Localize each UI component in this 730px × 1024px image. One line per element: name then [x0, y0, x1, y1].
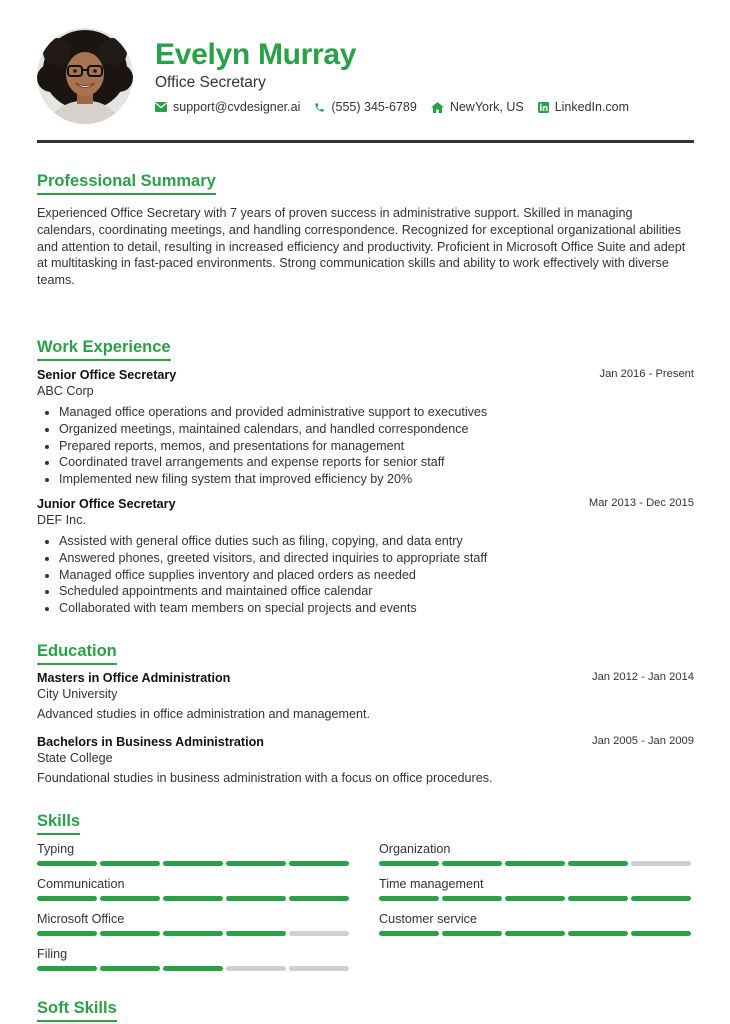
skill-level-segment [442, 861, 502, 866]
skill-level-segment [442, 896, 502, 901]
contact-email-text: support@cvdesigner.ai [173, 100, 301, 114]
contact-linkedin-text: LinkedIn.com [554, 100, 630, 114]
contact-email[interactable] [155, 100, 300, 114]
skill-level-segment [289, 861, 349, 866]
job-bullets [37, 404, 694, 488]
job-role: Junior Office Secretary [37, 497, 176, 511]
skill-level-segment [163, 861, 223, 866]
skill-level-segment [163, 896, 223, 901]
skills-heading: Skills [37, 812, 80, 835]
skill-level-segment [379, 896, 439, 901]
skill-item [379, 912, 693, 936]
job-bullets [37, 533, 694, 617]
skill-level-segment [631, 931, 691, 936]
skill-name: Organization [379, 842, 451, 856]
skill-level-segment [568, 931, 628, 936]
list-item: • Prepared reports, memos, and presentations for management [59, 438, 694, 455]
skill-item [37, 947, 351, 971]
job-role: Senior Office Secretary [37, 368, 177, 382]
education-school: City University [37, 687, 118, 701]
education-dates: Jan 2012 - Jan 2014 [591, 671, 694, 683]
skill-level-segment [568, 896, 628, 901]
skill-level-segment [631, 861, 691, 866]
skill-level-segment [505, 931, 565, 936]
linkedin-icon [538, 102, 549, 113]
skill-level-bar [37, 861, 351, 866]
header-divider [37, 140, 694, 143]
skill-level-segment [289, 931, 349, 936]
skill-level-bar [379, 896, 693, 901]
skill-level-segment [37, 931, 97, 936]
contact-location [431, 100, 524, 114]
skill-level-segment [226, 861, 286, 866]
skill-item [379, 842, 693, 866]
job-entry [37, 497, 694, 617]
education-school: State College [37, 751, 113, 765]
skill-level-segment [289, 896, 349, 901]
list-item: • Scheduled appointments and maintained office calendar [59, 583, 694, 600]
list-item: • Organized meetings, maintained calendars, and handled correspondence [59, 421, 694, 438]
skill-level-segment [379, 931, 439, 936]
list-item: • Collaborated with team members on special projects and events [59, 600, 694, 617]
skill-level-segment [505, 896, 565, 901]
skill-level-segment [37, 896, 97, 901]
skill-name: Communication [37, 877, 125, 891]
skill-level-bar [37, 966, 351, 971]
education-description: Advanced studies in office administration and management. [37, 707, 371, 721]
skill-level-segment [37, 861, 97, 866]
contact-phone-text: (555) 345-6789 [331, 100, 417, 114]
contact-phone[interactable] [314, 100, 416, 114]
skill-item [37, 912, 351, 936]
education-description: Foundational studies in business administration with a focus on office procedures. [37, 771, 493, 785]
skill-level-segment [505, 861, 565, 866]
skill-name: Filing [37, 947, 68, 961]
skill-level-bar [379, 931, 693, 936]
skill-item [37, 877, 351, 901]
skill-level-segment [442, 931, 502, 936]
skill-level-segment [100, 861, 160, 866]
job-entry [37, 368, 694, 488]
envelope-icon [155, 102, 167, 112]
list-item: • Answered phones, greeted visitors, and directed inquiries to appropriate staff [59, 550, 694, 567]
skill-level-segment [631, 896, 691, 901]
skill-level-bar [37, 931, 351, 936]
candidate-name: Evelyn Murray [155, 38, 357, 71]
summary-heading: Professional Summary [37, 172, 216, 195]
skill-level-segment [226, 896, 286, 901]
skill-name: Time management [379, 877, 484, 891]
skill-level-segment [226, 966, 286, 971]
education-heading: Education [37, 642, 117, 665]
skill-level-segment [568, 861, 628, 866]
education-dates: Jan 2005 - Jan 2009 [591, 735, 694, 747]
job-company: ABC Corp [37, 384, 94, 398]
job-company: DEF Inc. [37, 513, 86, 527]
soft-skills-heading: Soft Skills [37, 999, 117, 1022]
job-dates: Jan 2016 - Present [599, 368, 694, 380]
skill-level-segment [226, 931, 286, 936]
experience-heading: Work Experience [37, 338, 171, 361]
skill-level-segment [289, 966, 349, 971]
skill-level-segment [163, 966, 223, 971]
list-item: • Managed office supplies inventory and placed orders as needed [59, 567, 694, 584]
education-entry [37, 735, 694, 785]
skill-name: Microsoft Office [37, 912, 125, 926]
avatar-portrait [37, 28, 133, 124]
list-item: • Implemented new filing system that improved efficiency by 20% [59, 471, 694, 488]
avatar [37, 28, 133, 124]
skill-name: Customer service [379, 912, 477, 926]
skill-name: Typing [37, 842, 75, 856]
skill-level-bar [379, 861, 693, 866]
skill-level-segment [100, 966, 160, 971]
education-degree: Masters in Office Administration [37, 671, 231, 685]
skill-item [37, 842, 351, 866]
skill-level-bar [37, 896, 351, 901]
skill-level-segment [37, 966, 97, 971]
skill-level-segment [163, 931, 223, 936]
skill-level-segment [379, 861, 439, 866]
candidate-title: Office Secretary [155, 74, 266, 91]
contact-row [155, 100, 629, 114]
education-entry [37, 671, 694, 721]
skill-level-segment [100, 931, 160, 936]
contact-linkedin[interactable] [538, 100, 629, 114]
home-icon [431, 102, 444, 113]
resume-header [37, 28, 697, 128]
skill-level-segment [100, 896, 160, 901]
phone-icon [314, 102, 325, 113]
education-degree: Bachelors in Business Administration [37, 735, 264, 749]
list-item: • Coordinated travel arrangements and expense reports for senior staff [59, 454, 694, 471]
summary-text: Experienced Office Secretary with 7 years of proven success in administrative support. Skilled in managing calendars, coordinating meetings, and handling correspondence. Recognized for exceptional organizational abilities and attention to detail, resulting in increased efficiency and productivity. Proficient in Microsoft Office Suite and adept at multitasking in fast-paced environments. Strong communication skills and ability to work effectively with diverse teams. [37, 206, 686, 288]
job-dates: Mar 2013 - Dec 2015 [588, 497, 694, 509]
list-item: • Assisted with general office duties such as filing, copying, and data entry [59, 533, 694, 550]
skill-item [379, 877, 693, 901]
contact-location-text: NewYork, US [449, 100, 524, 114]
list-item: • Managed office operations and provided administrative support to executives [59, 404, 694, 421]
